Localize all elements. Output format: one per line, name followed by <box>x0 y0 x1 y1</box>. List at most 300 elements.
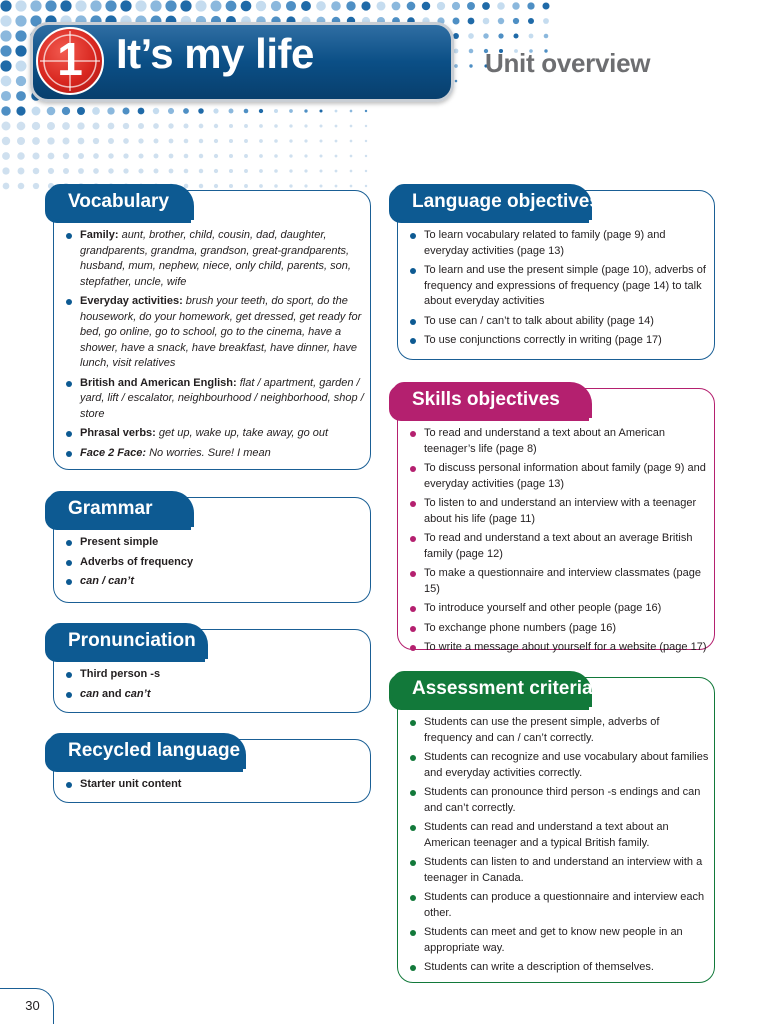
decorative-dot <box>15 45 26 56</box>
decorative-dot <box>335 125 338 128</box>
decorative-dot <box>184 154 189 159</box>
list-item <box>410 426 710 457</box>
decorative-dot <box>346 1 355 10</box>
list-item <box>410 785 710 816</box>
decorative-dot <box>63 153 69 159</box>
decorative-dot <box>304 169 307 172</box>
decorative-dot <box>90 0 101 11</box>
list-item <box>66 376 364 423</box>
list-item <box>410 228 710 259</box>
list-item-text: To learn vocabulary related to family (page 9) and everyday activities (page 13) <box>424 229 666 257</box>
decorative-dot <box>48 168 54 174</box>
decorative-dot <box>289 184 292 187</box>
decorative-dot <box>48 153 55 160</box>
decorative-dot <box>77 107 85 115</box>
decorative-dot <box>213 108 218 113</box>
list-item-text: To write a message about yourself for a website (page 17) <box>424 641 707 653</box>
bullet-icon <box>410 338 416 344</box>
assessment-criteria-heading: Assessment criteria <box>392 671 592 707</box>
list-item-text: To learn and use the present simple (page 10), adverbs of frequency and expressions of frequency (page 14) to talk about everyday activities <box>424 264 706 307</box>
bullet-icon <box>410 501 416 507</box>
list-item-text: To read and understand a text about an American teenager’s life (page 8) <box>424 427 665 455</box>
decorative-dot <box>289 124 292 127</box>
decorative-dot <box>123 138 129 144</box>
decorative-dot <box>18 168 25 175</box>
decorative-dot <box>199 139 203 143</box>
decorative-dot <box>168 123 173 128</box>
decorative-dot <box>214 184 218 188</box>
decorative-dot <box>513 18 519 24</box>
decorative-dot <box>244 184 248 188</box>
decorative-dot <box>108 123 115 130</box>
list-item <box>410 715 710 746</box>
decorative-dot <box>244 169 248 173</box>
decorative-dot <box>469 49 474 54</box>
decorative-dot <box>107 107 114 114</box>
decorative-dot <box>407 2 416 11</box>
decorative-dot <box>45 0 56 11</box>
decorative-dot <box>483 18 490 25</box>
decorative-dot <box>543 18 549 24</box>
list-item-text: To use can / can’t to talk about ability (page 14) <box>424 314 654 327</box>
decorative-dot <box>62 107 70 115</box>
decorative-dot <box>123 168 128 173</box>
decorative-dot <box>135 0 146 11</box>
list-item: can and can’t <box>66 687 364 703</box>
decorative-dot <box>183 108 189 114</box>
decorative-dot <box>229 154 233 158</box>
decorative-dot <box>92 107 100 115</box>
decorative-dot <box>60 0 71 11</box>
decorative-dot <box>468 18 475 25</box>
list-item-text: To listen to and understand an interview with a teenager about his life (page 11) <box>424 497 697 525</box>
list-item <box>410 750 710 781</box>
list-item <box>410 621 710 637</box>
vocabulary-words: brush your teeth, do sport, do the housework, do your homework, get dressed, get ready for bed, go online, go to school, go to the cinema, have a shower, have a snack, have breakfast, have dinner, have lunch, visit relatives <box>80 295 362 369</box>
decorative-dot <box>33 168 40 175</box>
decorative-dot <box>365 110 367 112</box>
decorative-dot <box>259 139 263 143</box>
list-item-text: To use conjunctions correctly in writing (page 17) <box>424 334 662 346</box>
decorative-dot <box>274 139 278 143</box>
bullet-icon <box>66 431 72 437</box>
list-item <box>410 925 710 956</box>
list-item <box>410 314 710 330</box>
list-item <box>410 461 710 492</box>
recycled-language-heading: Recycled language <box>48 733 246 769</box>
decorative-dot <box>138 168 143 173</box>
list-item-text: To introduce yourself and other people (page 16) <box>424 602 662 614</box>
bullet-icon <box>410 268 416 274</box>
decorative-dot <box>244 109 249 114</box>
decorative-dot <box>123 153 128 158</box>
decorative-dot <box>62 137 69 144</box>
vocabulary-heading: Vocabulary <box>48 184 194 220</box>
list-item <box>410 820 710 851</box>
decorative-dot <box>542 2 549 9</box>
decorative-dot <box>17 152 24 159</box>
decorative-dot <box>63 168 69 174</box>
decorative-dot <box>244 124 248 128</box>
list-item <box>410 601 710 617</box>
list-item: Starter unit content <box>66 777 364 793</box>
decorative-dot <box>320 170 323 173</box>
decorative-dot <box>469 64 472 67</box>
decorative-dot <box>78 138 85 145</box>
decorative-dot <box>154 154 159 159</box>
decorative-dot <box>301 1 311 11</box>
decorative-dot <box>15 30 26 41</box>
unit-title: It’s my life <box>116 30 314 77</box>
list-item: Present simple <box>66 535 364 551</box>
decorative-dot <box>497 2 505 10</box>
decorative-dot <box>32 122 40 130</box>
list-item <box>410 640 710 656</box>
decorative-dot <box>335 140 338 143</box>
decorative-dot <box>304 139 307 142</box>
decorative-dot <box>320 155 323 158</box>
decorative-dot <box>0 0 11 11</box>
list-item-text: Students can read and understand a text about an American teenager and a typical British family. <box>424 821 669 849</box>
decorative-dot <box>154 139 159 144</box>
decorative-dot <box>529 34 534 39</box>
grammar-list <box>66 535 364 594</box>
decorative-dot <box>350 125 353 128</box>
decorative-dot <box>18 183 25 190</box>
decorative-dot <box>1 91 11 101</box>
bullet-icon <box>410 536 416 542</box>
decorative-dot <box>482 2 490 10</box>
bullet-icon <box>410 895 416 901</box>
decorative-dot <box>120 0 131 11</box>
decorative-dot <box>376 1 385 10</box>
decorative-dot <box>454 49 459 54</box>
decorative-dot <box>32 152 39 159</box>
decorative-dot <box>93 153 99 159</box>
decorative-dot <box>2 152 10 160</box>
bullet-icon <box>410 720 416 726</box>
decorative-dot <box>512 2 519 9</box>
decorative-dot <box>229 124 233 128</box>
decorative-dot <box>16 61 27 72</box>
decorative-dot <box>138 108 145 115</box>
decorative-dot <box>259 169 263 173</box>
decorative-dot <box>350 185 353 188</box>
decorative-dot <box>319 109 322 112</box>
bullet-icon <box>66 451 72 457</box>
decorative-dot <box>195 0 206 11</box>
list-item <box>410 566 710 597</box>
decorative-dot <box>183 123 188 128</box>
decorative-dot <box>93 138 99 144</box>
decorative-dot <box>62 122 70 130</box>
decorative-dot <box>78 168 84 174</box>
decorative-dot <box>122 107 129 114</box>
decorative-dot <box>513 33 518 38</box>
decorative-dot <box>150 0 161 11</box>
decorative-dot <box>199 184 203 188</box>
decorative-dot <box>105 0 116 11</box>
decorative-dot <box>259 154 263 158</box>
decorative-dot <box>0 30 11 41</box>
decorative-dot <box>244 154 248 158</box>
bullet-icon <box>410 626 416 632</box>
decorative-dot <box>1 106 11 116</box>
decorative-dot <box>259 109 263 113</box>
decorative-dot <box>153 108 159 114</box>
language-objectives-heading: Language objectives <box>392 184 592 220</box>
decorative-dot <box>108 138 114 144</box>
decorative-dot <box>455 80 458 83</box>
skills-objectives-list <box>410 426 710 660</box>
decorative-dot <box>289 139 292 142</box>
decorative-dot <box>229 139 233 143</box>
decorative-dot <box>15 15 26 26</box>
decorative-dot <box>211 1 222 12</box>
decorative-dot <box>33 183 39 189</box>
vocabulary-list <box>66 228 364 465</box>
decorative-dot <box>229 109 234 114</box>
decorative-dot <box>2 167 9 174</box>
list-item <box>66 294 364 372</box>
decorative-dot <box>108 153 113 158</box>
decorative-dot <box>259 124 263 128</box>
bullet-icon <box>410 755 416 761</box>
list-item-text: Students can pronounce third person -s endings and can and can’t correctly. <box>424 786 701 814</box>
decorative-dot <box>169 169 174 174</box>
decorative-dot <box>169 154 174 159</box>
decorative-dot <box>316 1 326 11</box>
decorative-dot <box>165 0 176 11</box>
decorative-dot <box>184 169 189 174</box>
unit-number: 1 <box>57 33 83 85</box>
decorative-dot <box>528 18 534 24</box>
decorative-dot <box>3 183 10 190</box>
decorative-dot <box>320 140 323 143</box>
bullet-icon <box>410 930 416 936</box>
list-item-text: Students can meet and get to know new people in an appropriate way. <box>424 926 683 954</box>
decorative-dot <box>138 138 143 143</box>
decorative-dot <box>214 139 218 143</box>
decorative-dot <box>350 170 353 173</box>
decorative-dot <box>226 1 237 12</box>
decorative-dot <box>30 0 41 11</box>
bullet-icon <box>410 466 416 472</box>
decorative-dot <box>437 2 445 10</box>
decorative-dot <box>47 107 56 116</box>
bullet-icon <box>410 645 416 651</box>
decorative-dot <box>199 169 203 173</box>
decorative-dot <box>467 2 475 10</box>
decorative-dot <box>335 110 338 113</box>
decorative-dot <box>138 153 143 158</box>
decorative-dot <box>350 110 353 113</box>
decorative-dot <box>361 1 370 10</box>
decorative-dot <box>16 91 26 101</box>
list-item-text: Students can listen to and understand an interview with a teenager in Canada. <box>424 856 703 884</box>
vocabulary-words: get up, wake up, take away, go out <box>155 427 329 439</box>
list-item <box>66 446 364 462</box>
decorative-dot <box>544 34 549 39</box>
list-item <box>410 263 710 310</box>
list-item <box>66 228 364 290</box>
bullet-icon <box>410 790 416 796</box>
list-item-text: To read and understand a text about an average British family (page 12) <box>424 532 693 560</box>
list-item: Adverbs of frequency <box>66 555 364 571</box>
decorative-dot <box>244 139 248 143</box>
list-item <box>410 496 710 527</box>
list-item <box>410 855 710 886</box>
bullet-icon <box>66 299 72 305</box>
decorative-dot <box>93 168 99 174</box>
bullet-icon <box>410 233 416 239</box>
vocabulary-words: No worries. Sure! I mean <box>146 446 271 459</box>
decorative-dot <box>365 125 367 127</box>
list-item-text: To exchange phone numbers (page 16) <box>424 621 617 634</box>
decorative-dot <box>365 185 367 187</box>
list-item-text: Students can produce a questionnaire and interview each other. <box>424 891 705 919</box>
decorative-dot <box>32 137 40 145</box>
vocabulary-category-label: Everyday activities: <box>80 295 183 307</box>
list-item <box>410 960 710 976</box>
skills-objectives-heading: Skills objectives <box>392 382 592 418</box>
list-item <box>410 531 710 562</box>
decorative-dot <box>199 124 204 129</box>
decorative-dot <box>274 184 278 188</box>
decorative-dot <box>271 1 281 11</box>
pronunciation-list <box>66 667 364 706</box>
decorative-dot <box>422 2 430 10</box>
decorative-dot <box>365 140 367 142</box>
decorative-dot <box>365 170 367 172</box>
grammar-heading: Grammar <box>48 491 194 527</box>
decorative-dot <box>32 107 41 116</box>
decorative-dot <box>304 184 307 187</box>
recycled-language-list <box>66 777 364 797</box>
vocabulary-category-label: Family: <box>80 229 119 241</box>
decorative-dot <box>289 154 292 157</box>
vocabulary-words: aunt, brother, child, cousin, dad, daughter, grandparents, grandma, grandson, great-grandparents, husband, mum, nephew, niece, only child, parents, son, stepfather, uncle, wife <box>80 229 351 288</box>
page-number: 30 <box>0 988 54 1024</box>
decorative-dot <box>229 169 233 173</box>
vocabulary-words: flat / apartment, garden / yard, lift / escalator, neighbourhood / neighborhood, shop / store <box>80 376 364 420</box>
decorative-dot <box>454 64 458 68</box>
decorative-dot <box>17 137 25 145</box>
decorative-dot <box>138 123 144 129</box>
decorative-dot <box>180 0 191 11</box>
decorative-dot <box>229 184 233 188</box>
unit-number-badge <box>36 27 104 95</box>
decorative-dot <box>47 122 55 130</box>
vocabulary-category-label: Phrasal verbs: <box>80 427 156 439</box>
bullet-icon <box>410 431 416 437</box>
bullet-icon <box>66 381 72 387</box>
decorative-dot <box>274 154 278 158</box>
decorative-dot <box>214 124 218 128</box>
list-item <box>410 333 710 349</box>
decorative-dot <box>75 0 86 11</box>
decorative-dot <box>93 123 100 130</box>
decorative-dot <box>350 140 353 143</box>
vocabulary-category-label: Face 2 Face: <box>80 446 147 459</box>
decorative-dot <box>123 123 129 129</box>
vocabulary-category-label: British and American English: <box>80 376 237 389</box>
decorative-dot <box>274 109 278 113</box>
decorative-dot <box>169 139 174 144</box>
decorative-dot <box>0 60 11 71</box>
assessment-criteria-list <box>410 715 710 980</box>
decorative-dot <box>77 122 84 129</box>
decorative-dot <box>2 122 11 131</box>
decorative-dot <box>335 185 338 188</box>
list-item-text: Students can recognize and use vocabulary about families and everyday activities correctly. <box>424 751 709 779</box>
decorative-dot <box>365 155 367 157</box>
list-item: Third person -s <box>66 667 364 683</box>
decorative-dot <box>241 1 252 12</box>
decorative-dot <box>154 169 159 174</box>
decorative-dot <box>527 2 534 9</box>
decorative-dot <box>214 154 218 158</box>
decorative-dot <box>289 109 293 113</box>
pronunciation-heading: Pronunciation <box>48 623 208 659</box>
bullet-icon <box>410 825 416 831</box>
decorative-dot <box>286 1 296 11</box>
decorative-dot <box>335 170 338 173</box>
decorative-dot <box>108 168 113 173</box>
language-objectives-list <box>410 228 710 353</box>
decorative-dot <box>304 154 307 157</box>
decorative-dot <box>198 108 204 114</box>
decorative-dot <box>0 45 11 56</box>
list-item: can / can’t <box>66 574 364 590</box>
decorative-dot <box>304 124 307 127</box>
decorative-dot <box>184 139 189 144</box>
decorative-dot <box>498 18 504 24</box>
decorative-dot <box>256 1 266 11</box>
list-item <box>410 890 710 921</box>
decorative-dot <box>483 33 488 38</box>
unit-overview-heading: Unit overview <box>485 48 651 78</box>
decorative-dot <box>0 15 11 26</box>
decorative-dot <box>320 185 323 188</box>
bullet-icon <box>410 319 416 325</box>
list-item <box>66 426 364 442</box>
bullet-icon <box>410 571 416 577</box>
decorative-dot <box>16 106 25 115</box>
decorative-dot <box>468 33 474 39</box>
list-item-text: Students can write a description of themselves. <box>424 961 654 973</box>
decorative-dot <box>2 137 10 145</box>
decorative-dot <box>17 122 26 131</box>
bullet-icon <box>410 606 416 612</box>
decorative-dot <box>304 109 307 112</box>
decorative-dot <box>392 2 401 11</box>
decorative-dot <box>259 184 263 188</box>
decorative-dot <box>335 155 338 158</box>
list-item-text: To make a questionnaire and interview classmates (page 15) <box>424 567 701 595</box>
decorative-dot <box>452 17 459 24</box>
decorative-dot <box>16 76 26 86</box>
bullet-icon <box>410 965 416 971</box>
decorative-dot <box>350 155 353 158</box>
decorative-dot <box>78 153 84 159</box>
bullet-icon <box>410 860 416 866</box>
decorative-dot <box>168 108 174 114</box>
decorative-dot <box>320 125 323 128</box>
bullet-icon <box>66 233 72 239</box>
list-item-text: Students can use the present simple, adverbs of frequency and can / can’t correctly. <box>424 716 660 744</box>
list-item-text: To discuss personal information about family (page 9) and everyday activities (page 13) <box>424 462 706 490</box>
